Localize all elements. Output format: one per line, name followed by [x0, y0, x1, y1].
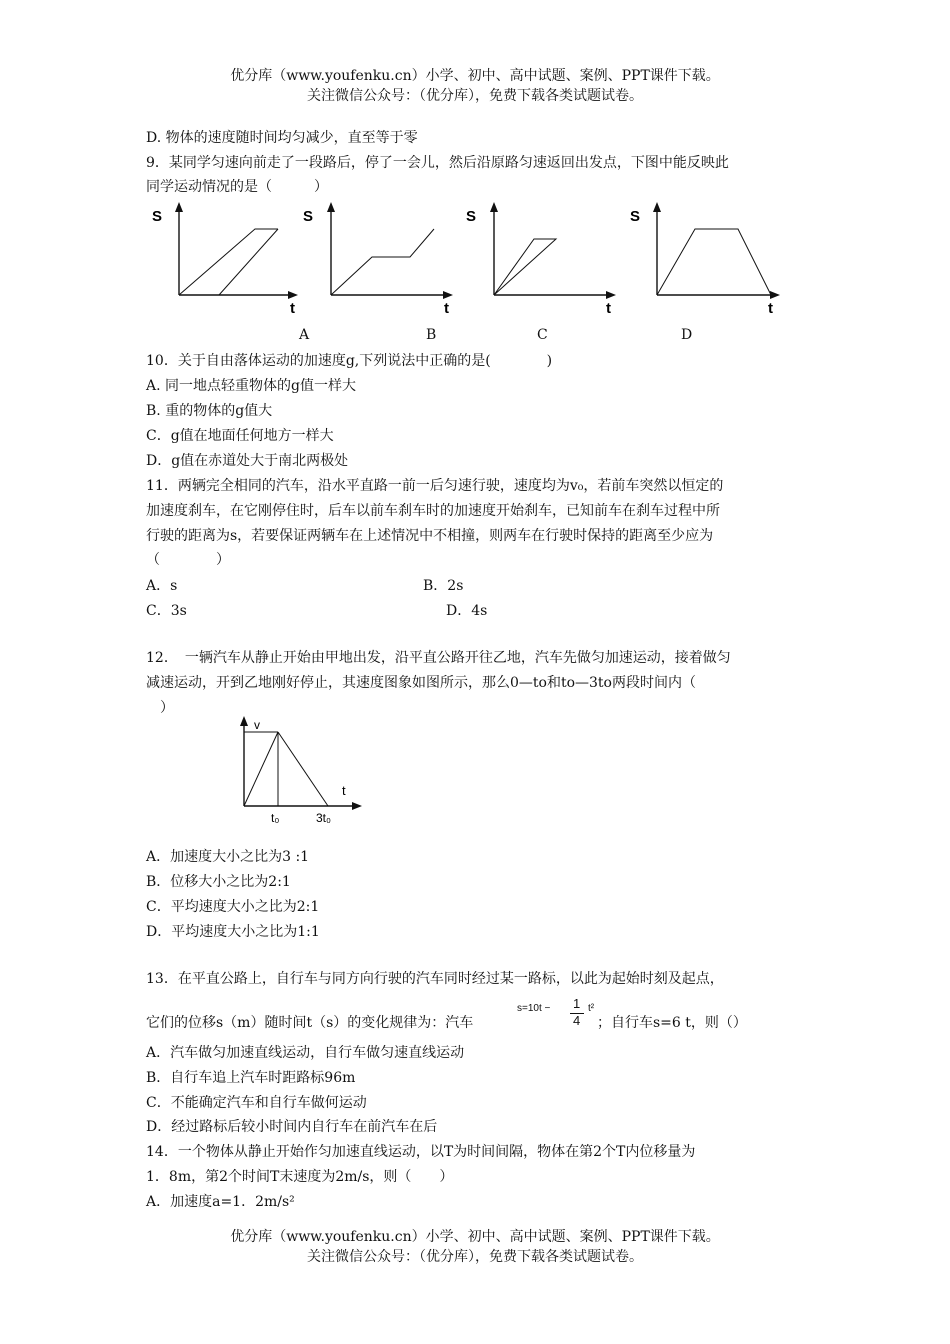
q11-stem-line-3: 行驶的距离为s，若要保证两辆车在上述情况中不相撞，则两车在行驶时保持的距离至少应为	[146, 528, 714, 544]
header-line-2: 关注微信公众号：（优分库），免费下载各类试题试卷。	[307, 88, 643, 104]
q12-tick-t0: t₀	[271, 811, 280, 825]
q13-option-b: B．自行车追上汽车时距路标96m	[146, 1070, 356, 1086]
q12-option-c: C．平均速度大小之比为2:1	[146, 899, 320, 915]
q12-t-label: t	[342, 783, 346, 798]
q9-graph-a-s-label: S	[152, 208, 163, 225]
q14-option-a: A．加速度a=1．2m/s²	[146, 1194, 295, 1210]
q9-graph-b	[303, 202, 453, 317]
q11-stem-line-1: 11．两辆完全相同的汽车，沿水平直路一前一后匀速行驶，速度均为v₀，若前车突然以恒定的	[146, 478, 724, 494]
q9-graph-d-s-label: S	[630, 208, 641, 225]
q10-option-c: C．g值在地面任何地方一样大	[146, 428, 334, 444]
q13-option-d: D．经过路标后较小时间内自行车在前汽车在后	[146, 1119, 438, 1135]
q10-option-d: D．g值在赤道处大于南北两极处	[146, 453, 349, 469]
q9-label-a: A	[299, 327, 310, 343]
footer-line-2: 关注微信公众号：（优分库），免费下载各类试题试卷。	[307, 1249, 643, 1265]
q13-stem-line-1: 13．在平直公路上，自行车与同方向行驶的汽车同时经过某一路标，以此为起始时刻及起点，	[146, 971, 724, 987]
q13-stem-line-2-post: ；自行车s=6 t，则（）	[597, 1015, 747, 1031]
q13-option-a: A．汽车做匀加速直线运动，自行车做匀速直线运动	[146, 1045, 465, 1061]
q9-stem-line-2: 同学运动情况的是（ ）	[146, 179, 328, 195]
q9-graphs	[0, 195, 950, 345]
q9-graph-a	[152, 202, 298, 317]
q11-option-a: A．s	[146, 578, 178, 594]
q11-stem-line-2: 加速度刹车，在它刚停住时，后车以前车刹车时的加速度开始刹车，已知前车在刹车过程中所	[146, 503, 720, 519]
header-line-1: 优分库（www.youfenku.cn）小学、初中、高中试题、案例、PPT课件下载。	[230, 68, 720, 84]
q13-option-c: C．不能确定汽车和自行车做何运动	[146, 1095, 367, 1111]
q10-option-a: A. 同一地点轻重物体的g值一样大	[146, 378, 356, 394]
q13-formula-pre: s=10t −	[517, 1003, 551, 1014]
q12-stem-line-3: ）	[146, 700, 174, 716]
q14-stem-line-1: 14．一个物体从静止开始作匀加速直线运动，以T为时间间隔，物体在第2个T内位移量为	[146, 1144, 696, 1160]
q9-label-d: D	[681, 327, 693, 343]
q9-graph-d	[630, 202, 780, 317]
q12-option-d: D．平均速度大小之比为1:1	[146, 924, 320, 940]
q14-stem-line-2: 1．8m，第2个时间T末速度为2m/s，则（ ）	[146, 1169, 454, 1185]
q8-option-d: D. 物体的速度随时间均匀减少，直至等于零	[146, 130, 418, 146]
q9-graph-d-t-label: t	[768, 300, 773, 317]
q9-graph-c-s-label: S	[466, 208, 477, 225]
q13-formula-den: 4	[573, 1013, 581, 1028]
q12-velocity-graph	[232, 714, 372, 829]
q13-formula-post: t²	[588, 1003, 595, 1014]
q9-label-b: B	[426, 327, 437, 343]
q12-option-b: B．位移大小之比为2:1	[146, 874, 291, 890]
q11-option-c: C．3s	[146, 603, 187, 619]
q12-option-a: A．加速度大小之比为3 :1	[146, 849, 310, 865]
q11-stem-line-4: （ ）	[146, 552, 230, 568]
q13-formula-num: 1	[573, 996, 581, 1011]
q10-option-b: B. 重的物体的g值大	[146, 403, 273, 419]
q11-option-d: D．4s	[446, 603, 488, 619]
q9-graph-c-t-label: t	[606, 300, 611, 317]
q9-graph-b-s-label: S	[303, 208, 314, 225]
q9-graph-c	[466, 202, 616, 317]
q12-v-label: v	[254, 718, 260, 732]
q13-stem-line-2-pre: 它们的位移s（m）随时间t（s）的变化规律为：汽车	[146, 1015, 474, 1031]
q11-option-b: B．2s	[423, 578, 464, 594]
q9-stem-line-1: 9．某同学匀速向前走了一段路后，停了一会儿，然后沿原路匀速返回出发点，下图中能反映此	[146, 155, 729, 171]
q9-label-c: C	[537, 327, 548, 343]
q12-stem-line-1: 12． 一辆汽车从静止开始由甲地出发，沿平直公路开往乙地，汽车先做匀加速运动，接着做匀	[146, 650, 731, 666]
q12-stem-line-2: 减速运动，开到乙地刚好停止，其速度图象如图所示，那么0—to和to—3to两段时间内（	[146, 675, 696, 691]
q9-graph-a-t-label: t	[290, 300, 295, 317]
footer-line-1: 优分库（www.youfenku.cn）小学、初中、高中试题、案例、PPT课件下载。	[230, 1229, 720, 1245]
q12-tick-3t0: 3t₀	[316, 811, 331, 825]
q9-graph-b-t-label: t	[444, 300, 449, 317]
q10-stem: 10．关于自由落体运动的加速度g,下列说法中正确的是( )	[146, 353, 553, 369]
